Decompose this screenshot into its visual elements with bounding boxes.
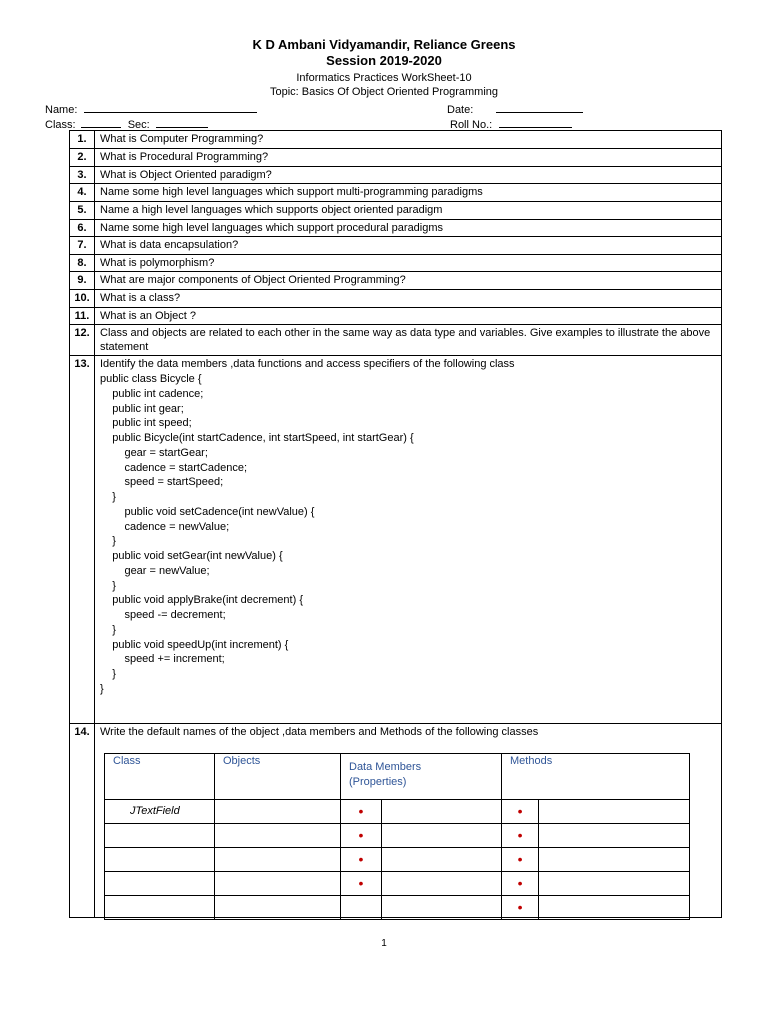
roll-label: Roll No.: bbox=[450, 119, 493, 131]
question-number: 5. bbox=[70, 202, 95, 220]
data-member-cell bbox=[382, 824, 502, 848]
question-number: 7. bbox=[70, 237, 95, 255]
question-text: Name some high level languages which support procedural paradigms bbox=[95, 220, 722, 237]
question-text: What is Procedural Programming? bbox=[95, 149, 722, 167]
objects-cell bbox=[215, 896, 341, 920]
bullet: • bbox=[341, 800, 382, 824]
classes-row bbox=[105, 896, 690, 920]
class-cell bbox=[105, 824, 215, 848]
class-blank bbox=[81, 117, 121, 128]
classes-row bbox=[105, 800, 690, 824]
question-text: What is polymorphism? bbox=[95, 255, 722, 272]
question-row bbox=[70, 131, 722, 149]
question-number: 2. bbox=[70, 149, 95, 167]
question-row bbox=[70, 308, 722, 325]
method-cell bbox=[539, 848, 690, 872]
roll-blank bbox=[499, 117, 572, 128]
classes-row bbox=[105, 872, 690, 896]
question-number: 11. bbox=[70, 308, 95, 325]
classes-header-row bbox=[105, 754, 690, 800]
question-text: Identify the data members ,data functions and access specifiers of the following class bbox=[100, 358, 515, 370]
bullet: • bbox=[341, 872, 382, 896]
class-cell bbox=[105, 896, 215, 920]
name-label: Name: bbox=[45, 104, 78, 116]
roll-field bbox=[450, 117, 572, 131]
question-number: 1. bbox=[70, 131, 95, 149]
class-cell bbox=[105, 848, 215, 872]
methods-header: Methods bbox=[502, 754, 690, 800]
question-number: 8. bbox=[70, 255, 95, 272]
question-number: 6. bbox=[70, 220, 95, 237]
class-header: Class bbox=[105, 754, 215, 800]
bullet: • bbox=[502, 824, 539, 848]
method-cell bbox=[539, 824, 690, 848]
bullet: • bbox=[502, 848, 539, 872]
classes-table bbox=[104, 753, 690, 920]
data-member-cell bbox=[382, 800, 502, 824]
page-number: 1 bbox=[381, 938, 387, 949]
data-member-cell bbox=[382, 848, 502, 872]
session-title: Session 2019-2020 bbox=[326, 53, 442, 68]
question-row bbox=[70, 272, 722, 290]
question-text: Name some high level languages which support multi-programming paradigms bbox=[95, 184, 722, 202]
method-cell bbox=[539, 800, 690, 824]
method-cell bbox=[539, 872, 690, 896]
question-row bbox=[70, 220, 722, 237]
question-number: 13. bbox=[70, 356, 95, 724]
question-number: 3. bbox=[70, 167, 95, 184]
classes-row bbox=[105, 824, 690, 848]
topic-title: Topic: Basics Of Object Oriented Programming bbox=[269, 86, 499, 98]
data-member-cell bbox=[382, 872, 502, 896]
worksheet-title: Informatics Practices WorkSheet-10 bbox=[296, 72, 472, 84]
name-blank bbox=[84, 102, 257, 113]
school-name: K D Ambani Vidyamandir, Reliance Greens bbox=[252, 37, 516, 52]
question-row bbox=[70, 290, 722, 308]
empty-cell bbox=[341, 896, 382, 920]
bullet: • bbox=[341, 848, 382, 872]
bullet: • bbox=[502, 872, 539, 896]
class-field bbox=[45, 117, 208, 131]
question-text: What is Computer Programming? bbox=[95, 131, 722, 149]
bullet: • bbox=[341, 824, 382, 848]
question-text: What is Object Oriented paradigm? bbox=[95, 167, 722, 184]
question-text: Name a high level languages which supports object oriented paradigm bbox=[95, 202, 722, 220]
method-cell bbox=[539, 896, 690, 920]
objects-cell bbox=[215, 848, 341, 872]
question-row bbox=[70, 184, 722, 202]
date-field bbox=[447, 102, 583, 116]
date-label: Date: bbox=[447, 104, 474, 116]
question-row bbox=[70, 325, 722, 356]
sec-blank bbox=[156, 117, 208, 128]
class-cell bbox=[105, 872, 215, 896]
code-block: public class Bicycle { public int cadence; public int gear; public int speed; public Bicycle(int startCadence, int startSpeed, int startGear) { gear = startGear; cadence = startCadence; speed = startSpeed; } public void setCadence(int newValue) { cadence = newValue; } public void setGear(int newValue) { gear = newValue; } public void applyBrake(int decrement) { speed -= decrement; } public void speedUp(int increment) { speed += increment; } } bbox=[100, 373, 414, 695]
question-number: 10. bbox=[70, 290, 95, 308]
question-row-13 bbox=[70, 356, 722, 724]
question-number: 14. bbox=[70, 724, 95, 918]
question-13-cell bbox=[95, 356, 722, 724]
class-name: JTextField bbox=[105, 800, 215, 824]
question-row bbox=[70, 167, 722, 184]
class-label: Class: bbox=[45, 119, 76, 131]
classes-row bbox=[105, 848, 690, 872]
question-text: Class and objects are related to each other in the same way as data type and variables. Give examples to illustrate the above statement bbox=[95, 325, 722, 356]
question-text: What is a class? bbox=[95, 290, 722, 308]
data-member-cell bbox=[382, 896, 502, 920]
objects-cell bbox=[215, 824, 341, 848]
question-number: 4. bbox=[70, 184, 95, 202]
question-text: What are major components of Object Oriented Programming? bbox=[95, 272, 722, 290]
date-blank bbox=[496, 102, 583, 113]
question-row bbox=[70, 202, 722, 220]
question-row bbox=[70, 149, 722, 167]
question-text: What is data encapsulation? bbox=[95, 237, 722, 255]
question-text: What is an Object ? bbox=[95, 308, 722, 325]
question-row bbox=[70, 237, 722, 255]
data-members-header: Data Members (Properties) bbox=[341, 754, 502, 800]
sec-label: Sec: bbox=[127, 119, 150, 131]
question-row bbox=[70, 255, 722, 272]
bullet: • bbox=[502, 800, 539, 824]
name-field bbox=[45, 102, 257, 116]
question-number: 9. bbox=[70, 272, 95, 290]
objects-cell bbox=[215, 800, 341, 824]
question-number: 12. bbox=[70, 325, 95, 356]
bullet: • bbox=[502, 896, 539, 920]
objects-cell bbox=[215, 872, 341, 896]
question-text: Write the default names of the object ,data members and Methods of the following classes bbox=[100, 726, 539, 738]
objects-header: Objects bbox=[215, 754, 341, 800]
